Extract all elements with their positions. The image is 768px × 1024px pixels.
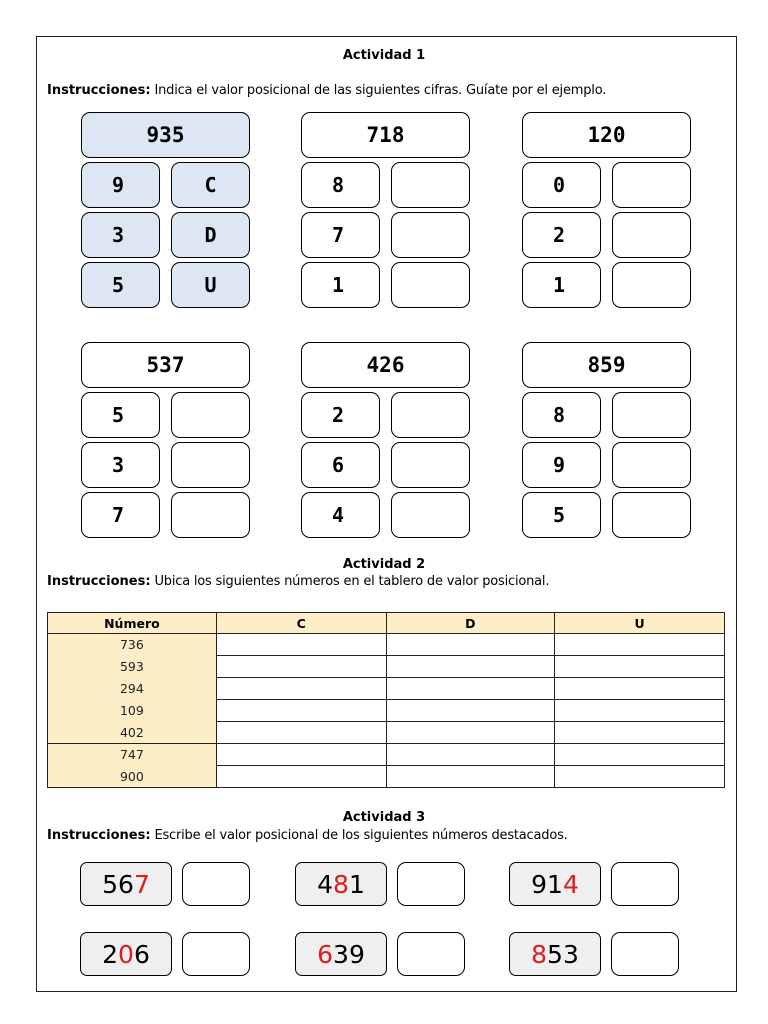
number-cell: 294 (48, 678, 217, 700)
digit-card: 4 (301, 492, 380, 538)
place-value-answer-box[interactable] (612, 442, 691, 488)
number-card: 859 (522, 342, 691, 388)
number-card: 935 (81, 112, 250, 158)
answer-cell-u[interactable] (555, 766, 725, 788)
answer-cell-u[interactable] (555, 700, 725, 722)
number-cell: 736 (48, 634, 217, 656)
header-d: D (386, 613, 555, 634)
place-value-answer-box[interactable] (612, 262, 691, 308)
answer-box[interactable] (611, 862, 679, 906)
number-card: 718 (301, 112, 470, 158)
number-part: 39 (333, 939, 365, 969)
header-c: C (216, 613, 386, 634)
place-value-answer-box[interactable] (171, 492, 250, 538)
activity3-instructions (47, 828, 568, 843)
answer-cell-d[interactable] (386, 700, 555, 722)
highlighted-digit: 8 (333, 869, 349, 899)
answer-box[interactable] (182, 932, 250, 976)
activity1-instructions-label: Instrucciones: (47, 83, 151, 98)
number-cell: 593 (48, 656, 217, 678)
digit-card: 9 (81, 162, 160, 208)
highlighted-digit: 0 (118, 939, 134, 969)
number-part: 6 (133, 939, 150, 969)
answer-box[interactable] (611, 932, 679, 976)
place-value-answer-box[interactable] (391, 442, 470, 488)
highlighted-number (295, 862, 387, 906)
highlighted-number (80, 862, 172, 906)
place-value-card: U (171, 262, 250, 308)
answer-cell-d[interactable] (386, 766, 555, 788)
number-card: 120 (522, 112, 691, 158)
digit-card: 1 (301, 262, 380, 308)
answer-cell-u[interactable] (555, 744, 725, 766)
table-row (48, 656, 725, 678)
digit-card: 7 (301, 212, 380, 258)
highlighted-digit: 6 (317, 939, 334, 969)
digit-card: 8 (522, 392, 601, 438)
place-value-answer-box[interactable] (171, 392, 250, 438)
place-value-answer-box[interactable] (391, 212, 470, 258)
place-value-answer-box[interactable] (612, 212, 691, 258)
digit-card: 5 (81, 392, 160, 438)
place-value-answer-box[interactable] (391, 262, 470, 308)
header-numero: Número (48, 613, 217, 634)
digit-card: 3 (81, 212, 160, 258)
activity1-instructions (47, 83, 606, 98)
table-header-row (48, 613, 725, 634)
activity1-instructions-text: Indica el valor posicional de las siguientes cifras. Guíate por el ejemplo. (150, 83, 607, 98)
place-value-card: D (171, 212, 250, 258)
highlighted-number (80, 932, 172, 976)
answer-cell-c[interactable] (216, 678, 386, 700)
answer-cell-d[interactable] (386, 656, 555, 678)
number-part: 2 (102, 939, 119, 969)
table-row (48, 722, 725, 744)
number-cell: 747 (48, 744, 217, 766)
number-cell: 402 (48, 722, 217, 744)
answer-cell-d[interactable] (386, 744, 555, 766)
digit-card: 2 (301, 392, 380, 438)
activity1-title: Actividad 1 (342, 48, 426, 63)
activity2-instructions-text: Ubica los siguientes números en el tablero de valor posicional. (150, 574, 550, 589)
answer-cell-u[interactable] (555, 634, 725, 656)
digit-card: 1 (522, 262, 601, 308)
highlighted-number (509, 862, 601, 906)
digit-card: 0 (522, 162, 601, 208)
answer-cell-d[interactable] (386, 678, 555, 700)
answer-cell-u[interactable] (555, 678, 725, 700)
answer-cell-c[interactable] (216, 722, 386, 744)
highlighted-digit: 7 (133, 869, 150, 899)
answer-cell-c[interactable] (216, 656, 386, 678)
highlighted-digit: 4 (562, 869, 579, 899)
number-card: 426 (301, 342, 470, 388)
table-row (48, 700, 725, 722)
digit-card: 2 (522, 212, 601, 258)
digit-card: 6 (301, 442, 380, 488)
highlighted-digit: 8 (531, 939, 548, 969)
digit-card: 9 (522, 442, 601, 488)
digit-card: 5 (522, 492, 601, 538)
activity3-instructions-text: Escribe el valor posicional de los siguientes números destacados. (150, 828, 568, 843)
place-value-answer-box[interactable] (391, 392, 470, 438)
activity2-instructions (47, 574, 549, 589)
number-cell: 900 (48, 766, 217, 788)
highlighted-number (509, 932, 601, 976)
activity3-title: Actividad 3 (342, 810, 426, 825)
table-row (48, 634, 725, 656)
number-part: 1 (348, 869, 365, 899)
answer-cell-c[interactable] (216, 700, 386, 722)
digit-card: 5 (81, 262, 160, 308)
answer-cell-u[interactable] (555, 722, 725, 744)
answer-box[interactable] (182, 862, 250, 906)
number-part: 4 (317, 869, 334, 899)
place-value-table (47, 612, 725, 788)
digit-card: 3 (81, 442, 160, 488)
activity2-instructions-label: Instrucciones: (47, 574, 151, 589)
place-value-answer-box[interactable] (612, 162, 691, 208)
answer-cell-d[interactable] (386, 722, 555, 744)
number-part: 53 (547, 939, 579, 969)
number-card: 537 (81, 342, 250, 388)
number-cell: 109 (48, 700, 217, 722)
place-value-answer-box[interactable] (612, 492, 691, 538)
header-u: U (555, 613, 725, 634)
place-value-card: C (171, 162, 250, 208)
answer-cell-u[interactable] (555, 656, 725, 678)
answer-cell-c[interactable] (216, 744, 386, 766)
place-value-answer-box[interactable] (171, 442, 250, 488)
table-row (48, 744, 725, 766)
digit-card: 7 (81, 492, 160, 538)
table-row (48, 678, 725, 700)
activity3-instructions-label: Instrucciones: (47, 828, 151, 843)
place-value-answer-box[interactable] (391, 162, 470, 208)
answer-cell-c[interactable] (216, 766, 386, 788)
answer-cell-c[interactable] (216, 634, 386, 656)
place-value-answer-box[interactable] (391, 492, 470, 538)
highlighted-number (295, 932, 387, 976)
answer-cell-d[interactable] (386, 634, 555, 656)
number-part: 56 (102, 869, 134, 899)
table-row (48, 766, 725, 788)
number-part: 91 (531, 869, 563, 899)
digit-card: 8 (301, 162, 380, 208)
answer-box[interactable] (397, 932, 465, 976)
activity2-title: Actividad 2 (342, 557, 426, 572)
answer-box[interactable] (397, 862, 465, 906)
place-value-answer-box[interactable] (612, 392, 691, 438)
